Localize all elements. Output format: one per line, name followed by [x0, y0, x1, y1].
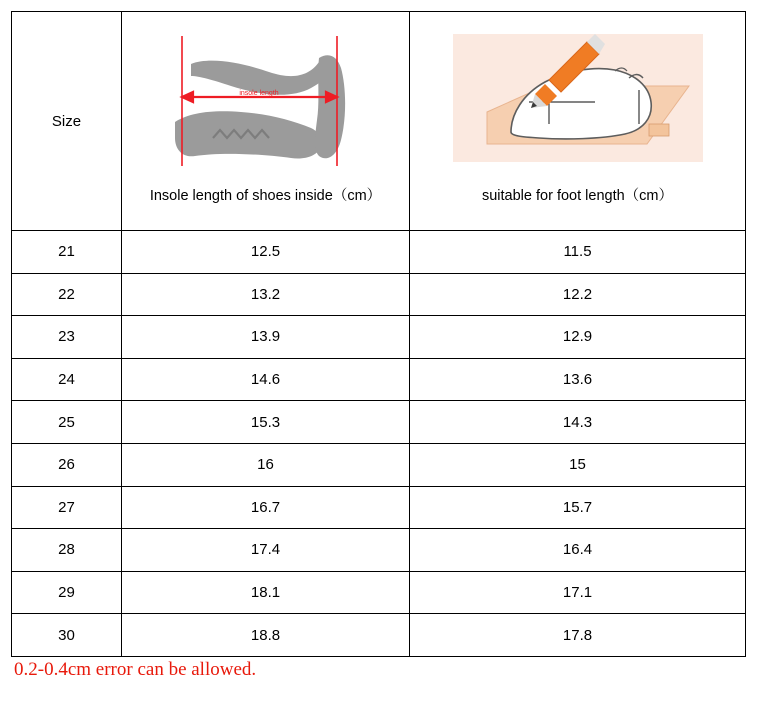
cell-insole: 13.9 — [122, 316, 410, 359]
cell-insole: 18.1 — [122, 571, 410, 614]
cell-size: 23 — [12, 316, 122, 359]
cell-foot: 15.7 — [410, 486, 746, 529]
cell-size: 24 — [12, 358, 122, 401]
cell-size: 26 — [12, 443, 122, 486]
cell-insole: 16.7 — [122, 486, 410, 529]
cell-size: 22 — [12, 273, 122, 316]
cell-size: 30 — [12, 614, 122, 657]
cell-size: 27 — [12, 486, 122, 529]
cell-insole: 18.8 — [122, 614, 410, 657]
foot-length-illustration — [410, 12, 745, 184]
cell-size: 21 — [12, 231, 122, 274]
cell-size: 28 — [12, 529, 122, 572]
cell-size: 25 — [12, 401, 122, 444]
cell-insole: 13.2 — [122, 273, 410, 316]
error-tolerance-note: 0.2-0.4cm error can be allowed. — [14, 659, 257, 680]
header-size-cell: Size — [12, 12, 122, 231]
cell-insole: 12.5 — [122, 231, 410, 274]
insole-length-label: insole length — [238, 89, 279, 97]
insole-length-diagram — [122, 12, 409, 184]
cell-foot: 16.4 — [410, 529, 746, 572]
table-row — [12, 358, 746, 401]
cell-foot: 11.5 — [410, 231, 746, 274]
size-chart-table — [11, 11, 746, 657]
cell-foot: 17.1 — [410, 571, 746, 614]
cell-size: 29 — [12, 571, 122, 614]
size-chart-page — [0, 11, 757, 712]
foot-caption: suitable for foot length（cm） — [481, 188, 673, 204]
table-row — [12, 443, 746, 486]
table-row — [12, 273, 746, 316]
header-foot-cell — [410, 12, 746, 231]
cell-foot: 17.8 — [410, 614, 746, 657]
cell-foot: 13.6 — [410, 358, 746, 401]
cell-foot: 14.3 — [410, 401, 746, 444]
cell-insole: 17.4 — [122, 529, 410, 572]
table-row — [12, 614, 746, 657]
cell-foot: 15 — [410, 443, 746, 486]
cell-insole: 16 — [122, 443, 410, 486]
table-header-row — [12, 12, 746, 231]
table-row — [12, 486, 746, 529]
cell-insole: 14.6 — [122, 358, 410, 401]
table-row — [12, 401, 746, 444]
cell-foot: 12.2 — [410, 273, 746, 316]
cell-foot: 12.9 — [410, 316, 746, 359]
header-insole-cell — [122, 12, 410, 231]
insole-caption: Insole length of shoes inside（cm） — [149, 188, 382, 204]
table-row — [12, 571, 746, 614]
cell-insole: 15.3 — [122, 401, 410, 444]
table-row — [12, 231, 746, 274]
table-row — [12, 316, 746, 359]
table-row — [12, 529, 746, 572]
